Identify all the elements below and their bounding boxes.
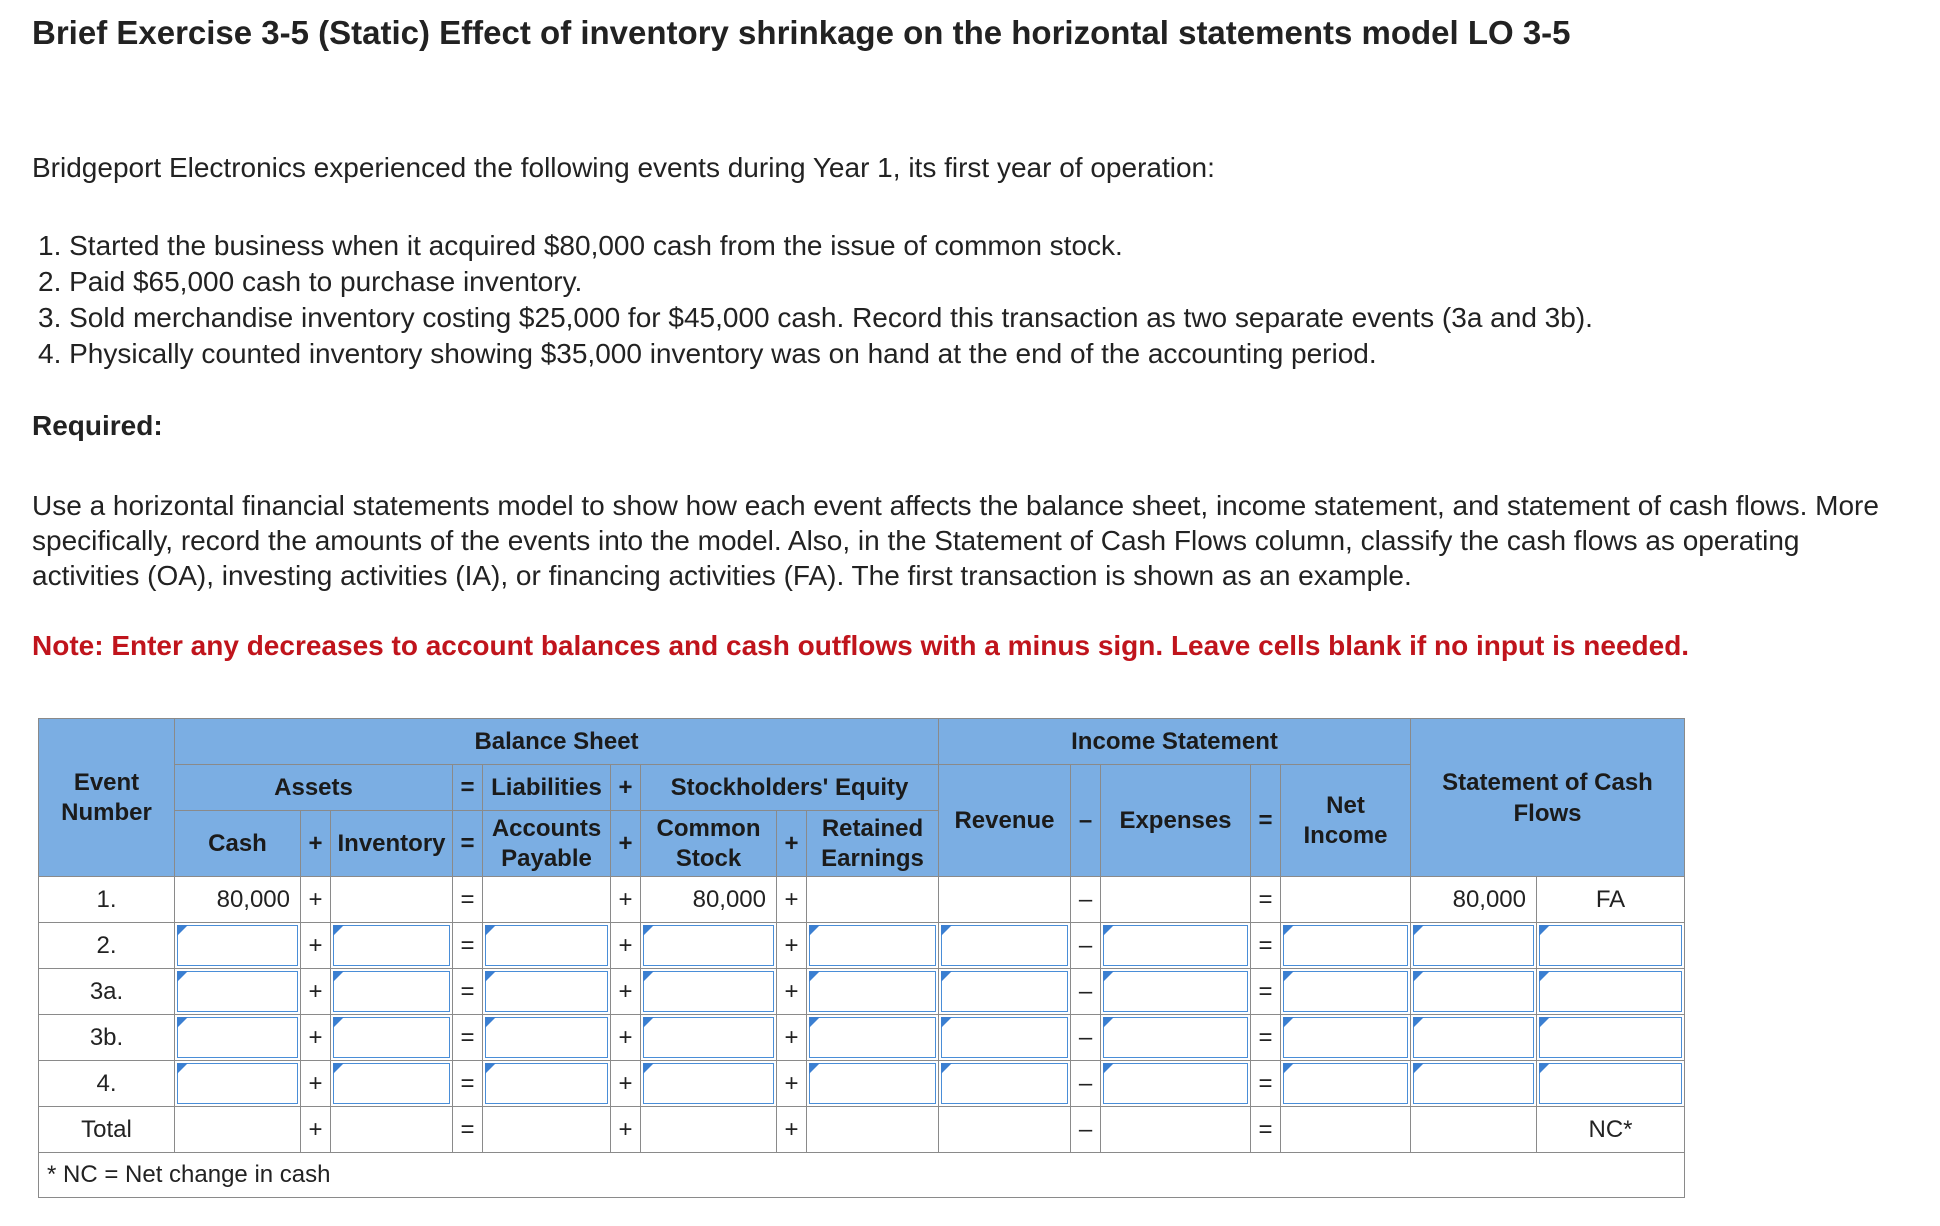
accounts-payable-input-cell [483, 1061, 611, 1107]
common-stock-input-cell [641, 1015, 777, 1061]
table-row [39, 923, 1685, 969]
inventory-header: Inventory [331, 811, 453, 877]
cash-empty-cell [175, 1107, 301, 1153]
retained-earnings-input[interactable] [807, 972, 938, 1012]
plus-sign: + [611, 877, 641, 923]
cash-flow-class-input-cell [1537, 923, 1685, 969]
cash-flow-amount-value: 80,000 [1411, 877, 1537, 923]
event-item: 4. Physically counted inventory showing $35,000 inventory was on hand at the end of the accounting period. [38, 338, 1377, 369]
cash-input-cell [175, 969, 301, 1015]
event-label: 4. [39, 1061, 175, 1107]
equals-sign: = [1251, 1107, 1281, 1153]
expenses-input-cell [1101, 1061, 1251, 1107]
common-stock-empty-cell [641, 1107, 777, 1153]
revenue-input-cell [939, 923, 1071, 969]
accounts-payable-input-cell [483, 1015, 611, 1061]
event-item: 1. Started the business when it acquired $80,000 cash from the issue of common stock. [38, 230, 1123, 261]
table-row [39, 969, 1685, 1015]
retained-earnings-input[interactable] [807, 1064, 938, 1104]
net-income-input[interactable] [1281, 1064, 1410, 1104]
equals-sign: = [453, 969, 483, 1015]
expenses-input[interactable] [1101, 1064, 1250, 1104]
revenue-input[interactable] [939, 972, 1070, 1012]
accounts-payable-empty-cell [483, 877, 611, 923]
cash-flow-class-input[interactable] [1537, 1018, 1684, 1058]
accounts-payable-input[interactable] [483, 926, 610, 966]
retained-earnings-empty-cell [807, 877, 939, 923]
expenses-header: Expenses [1101, 765, 1251, 877]
cash-flow-class-input[interactable] [1537, 972, 1684, 1012]
common-stock-input-cell [641, 969, 777, 1015]
plus-sign: + [777, 811, 807, 877]
cash-flow-amount-input[interactable] [1411, 1018, 1536, 1058]
equals-sign: = [1251, 969, 1281, 1015]
instructions-text: Use a horizontal financial statements model to show how each event affects the balance sheet, income statement, and statement of cash flows. More specifically, record the amounts of the events into the model. Also, in the Statement of Cash Flows column, classify the cash flows as operating activities (OA), investing activities (IA), or financing activities (FA). The first transaction is shown as an example. [32, 490, 1879, 591]
footnote: * NC = Net change in cash [39, 1153, 1685, 1198]
plus-sign: + [777, 1061, 807, 1107]
expenses-input-cell [1101, 1015, 1251, 1061]
minus-sign: – [1071, 923, 1101, 969]
cash-input-cell [175, 923, 301, 969]
minus-sign: – [1071, 1015, 1101, 1061]
required-label: Required: [32, 410, 163, 441]
cash-flow-class-input-cell [1537, 1015, 1685, 1061]
revenue-input-cell [939, 1015, 1071, 1061]
table-row [39, 877, 1685, 923]
revenue-empty-cell [939, 877, 1071, 923]
minus-sign: – [1071, 1061, 1101, 1107]
accounts-payable-header: Accounts Payable [483, 811, 611, 877]
equals-sign: = [453, 765, 483, 811]
expenses-empty-cell [1101, 877, 1251, 923]
expenses-input-cell [1101, 969, 1251, 1015]
plus-sign: + [611, 1015, 641, 1061]
cash-flow-class-input-cell [1537, 1061, 1685, 1107]
cash-flow-amount-input-cell [1411, 969, 1537, 1015]
plus-sign: + [777, 969, 807, 1015]
event-label: 3b. [39, 1015, 175, 1061]
net-income-input[interactable] [1281, 972, 1410, 1012]
retained-earnings-input-cell [807, 1061, 939, 1107]
plus-sign: + [611, 969, 641, 1015]
cash-flow-class-input-cell [1537, 969, 1685, 1015]
cash-flow-amount-input-cell [1411, 923, 1537, 969]
plus-sign: + [777, 877, 807, 923]
equals-sign: = [453, 811, 483, 877]
revenue-header: Revenue [939, 765, 1071, 877]
retained-earnings-input[interactable] [807, 926, 938, 966]
inventory-input[interactable] [331, 926, 452, 966]
cash-flow-class-input[interactable] [1537, 1064, 1684, 1104]
inventory-empty-cell [331, 877, 453, 923]
common-stock-input[interactable] [641, 926, 776, 966]
revenue-input[interactable] [939, 926, 1070, 966]
common-stock-value: 80,000 [641, 877, 777, 923]
event-item: 3. Sold merchandise inventory costing $25,000 for $45,000 cash. Record this transaction as two separate events (3a and 3b). [38, 302, 1593, 333]
revenue-input-cell [939, 1061, 1071, 1107]
equals-sign: = [453, 1107, 483, 1153]
net-income-header: Net Income [1281, 765, 1411, 877]
events-list [38, 228, 1593, 372]
equals-sign: = [1251, 1015, 1281, 1061]
common-stock-input-cell [641, 1061, 777, 1107]
inventory-input-cell [331, 1061, 453, 1107]
income-statement-header: Income Statement [939, 719, 1411, 765]
cash-flow-class-value: FA [1537, 877, 1685, 923]
equals-sign: = [453, 1015, 483, 1061]
plus-sign: + [777, 923, 807, 969]
plus-sign: + [301, 969, 331, 1015]
equals-sign: = [453, 877, 483, 923]
revenue-input[interactable] [939, 1018, 1070, 1058]
cash-input[interactable] [175, 1064, 300, 1104]
plus-sign: + [301, 1107, 331, 1153]
inventory-input[interactable] [331, 1018, 452, 1058]
common-stock-input[interactable] [641, 972, 776, 1012]
equals-sign: = [453, 923, 483, 969]
event-label: 3a. [39, 969, 175, 1015]
plus-sign: + [301, 1061, 331, 1107]
cash-header: Cash [175, 811, 301, 877]
cash-flow-class-value: NC* [1537, 1107, 1685, 1153]
cash-input[interactable] [175, 1018, 300, 1058]
inventory-empty-cell [331, 1107, 453, 1153]
retained-earnings-input[interactable] [807, 1018, 938, 1058]
common-stock-header: Common Stock [641, 811, 777, 877]
intro-text: Bridgeport Electronics experienced the following events during Year 1, its first year of operation: [32, 152, 1215, 183]
common-stock-input-cell [641, 923, 777, 969]
plus-sign: + [611, 1061, 641, 1107]
minus-sign: – [1071, 969, 1101, 1015]
revenue-input-cell [939, 969, 1071, 1015]
cash-input-cell [175, 1015, 301, 1061]
minus-sign: – [1071, 877, 1101, 923]
plus-sign: + [301, 811, 331, 877]
cash-input[interactable] [175, 926, 300, 966]
net-income-input-cell [1281, 1061, 1411, 1107]
table-row [39, 1061, 1685, 1107]
page-title: Brief Exercise 3-5 (Static) Effect of inventory shrinkage on the horizontal statements model LO 3-5 [32, 14, 1571, 51]
minus-sign: – [1071, 1107, 1101, 1153]
inventory-input-cell [331, 969, 453, 1015]
inventory-input[interactable] [331, 972, 452, 1012]
retained-earnings-header: Retained Earnings [807, 811, 939, 877]
inventory-input-cell [331, 1015, 453, 1061]
revenue-input[interactable] [939, 1064, 1070, 1104]
accounts-payable-input[interactable] [483, 972, 610, 1012]
minus-sign: – [1071, 765, 1101, 877]
assets-header: Assets [175, 765, 453, 811]
inventory-input-cell [331, 923, 453, 969]
net-income-empty-cell [1281, 877, 1411, 923]
retained-earnings-empty-cell [807, 1107, 939, 1153]
equals-sign: = [1251, 1061, 1281, 1107]
event-label: 2. [39, 923, 175, 969]
accounts-payable-input[interactable] [483, 1064, 610, 1104]
liabilities-header: Liabilities [483, 765, 611, 811]
note-text: Note: Enter any decreases to account balances and cash outflows with a minus sign. Leave cells blank if no input is needed. [32, 630, 1690, 661]
equals-sign: = [1251, 765, 1281, 877]
retained-earnings-input-cell [807, 969, 939, 1015]
cash-flow-amount-input-cell [1411, 1015, 1537, 1061]
equals-sign: = [1251, 877, 1281, 923]
plus-sign: + [611, 923, 641, 969]
common-stock-input[interactable] [641, 1018, 776, 1058]
retained-earnings-input-cell [807, 1015, 939, 1061]
cash-flow-amount-input[interactable] [1411, 972, 1536, 1012]
net-income-input[interactable] [1281, 1018, 1410, 1058]
retained-earnings-input-cell [807, 923, 939, 969]
accounts-payable-empty-cell [483, 1107, 611, 1153]
plus-sign: + [301, 877, 331, 923]
net-income-input[interactable] [1281, 926, 1410, 966]
equals-sign: = [1251, 923, 1281, 969]
table-row [39, 1107, 1685, 1153]
net-income-empty-cell [1281, 1107, 1411, 1153]
cash-value: 80,000 [175, 877, 301, 923]
plus-sign: + [301, 1015, 331, 1061]
equals-sign: = [453, 1061, 483, 1107]
balance-sheet-header: Balance Sheet [175, 719, 939, 765]
event-label: Total [39, 1107, 175, 1153]
cash-flow-amount-input[interactable] [1411, 926, 1536, 966]
table-row [39, 1015, 1685, 1061]
net-income-input-cell [1281, 923, 1411, 969]
stockholders-equity-header: Stockholders' Equity [641, 765, 939, 811]
plus-sign: + [611, 811, 641, 877]
event-number-header: Event Number [39, 719, 175, 877]
cash-input[interactable] [175, 972, 300, 1012]
cash-flow-amount-input[interactable] [1411, 1064, 1536, 1104]
cash-flow-amount-empty-cell [1411, 1107, 1537, 1153]
event-label: 1. [39, 877, 175, 923]
net-income-input-cell [1281, 1015, 1411, 1061]
expenses-input[interactable] [1101, 1018, 1250, 1058]
expenses-empty-cell [1101, 1107, 1251, 1153]
accounts-payable-input[interactable] [483, 1018, 610, 1058]
expenses-input[interactable] [1101, 972, 1250, 1012]
expenses-input[interactable] [1101, 926, 1250, 966]
plus-sign: + [777, 1107, 807, 1153]
cash-input-cell [175, 1061, 301, 1107]
plus-sign: + [611, 1107, 641, 1153]
cash-flow-amount-input-cell [1411, 1061, 1537, 1107]
plus-sign: + [777, 1015, 807, 1061]
event-item: 2. Paid $65,000 cash to purchase inventory. [38, 266, 583, 297]
horizontal-statements-model [38, 718, 1685, 1198]
inventory-input[interactable] [331, 1064, 452, 1104]
common-stock-input[interactable] [641, 1064, 776, 1104]
accounts-payable-input-cell [483, 969, 611, 1015]
cash-flow-class-input[interactable] [1537, 926, 1684, 966]
plus-sign: + [611, 765, 641, 811]
revenue-empty-cell [939, 1107, 1071, 1153]
expenses-input-cell [1101, 923, 1251, 969]
cash-flows-header: Statement of Cash Flows [1411, 719, 1685, 877]
plus-sign: + [301, 923, 331, 969]
net-income-input-cell [1281, 969, 1411, 1015]
accounts-payable-input-cell [483, 923, 611, 969]
